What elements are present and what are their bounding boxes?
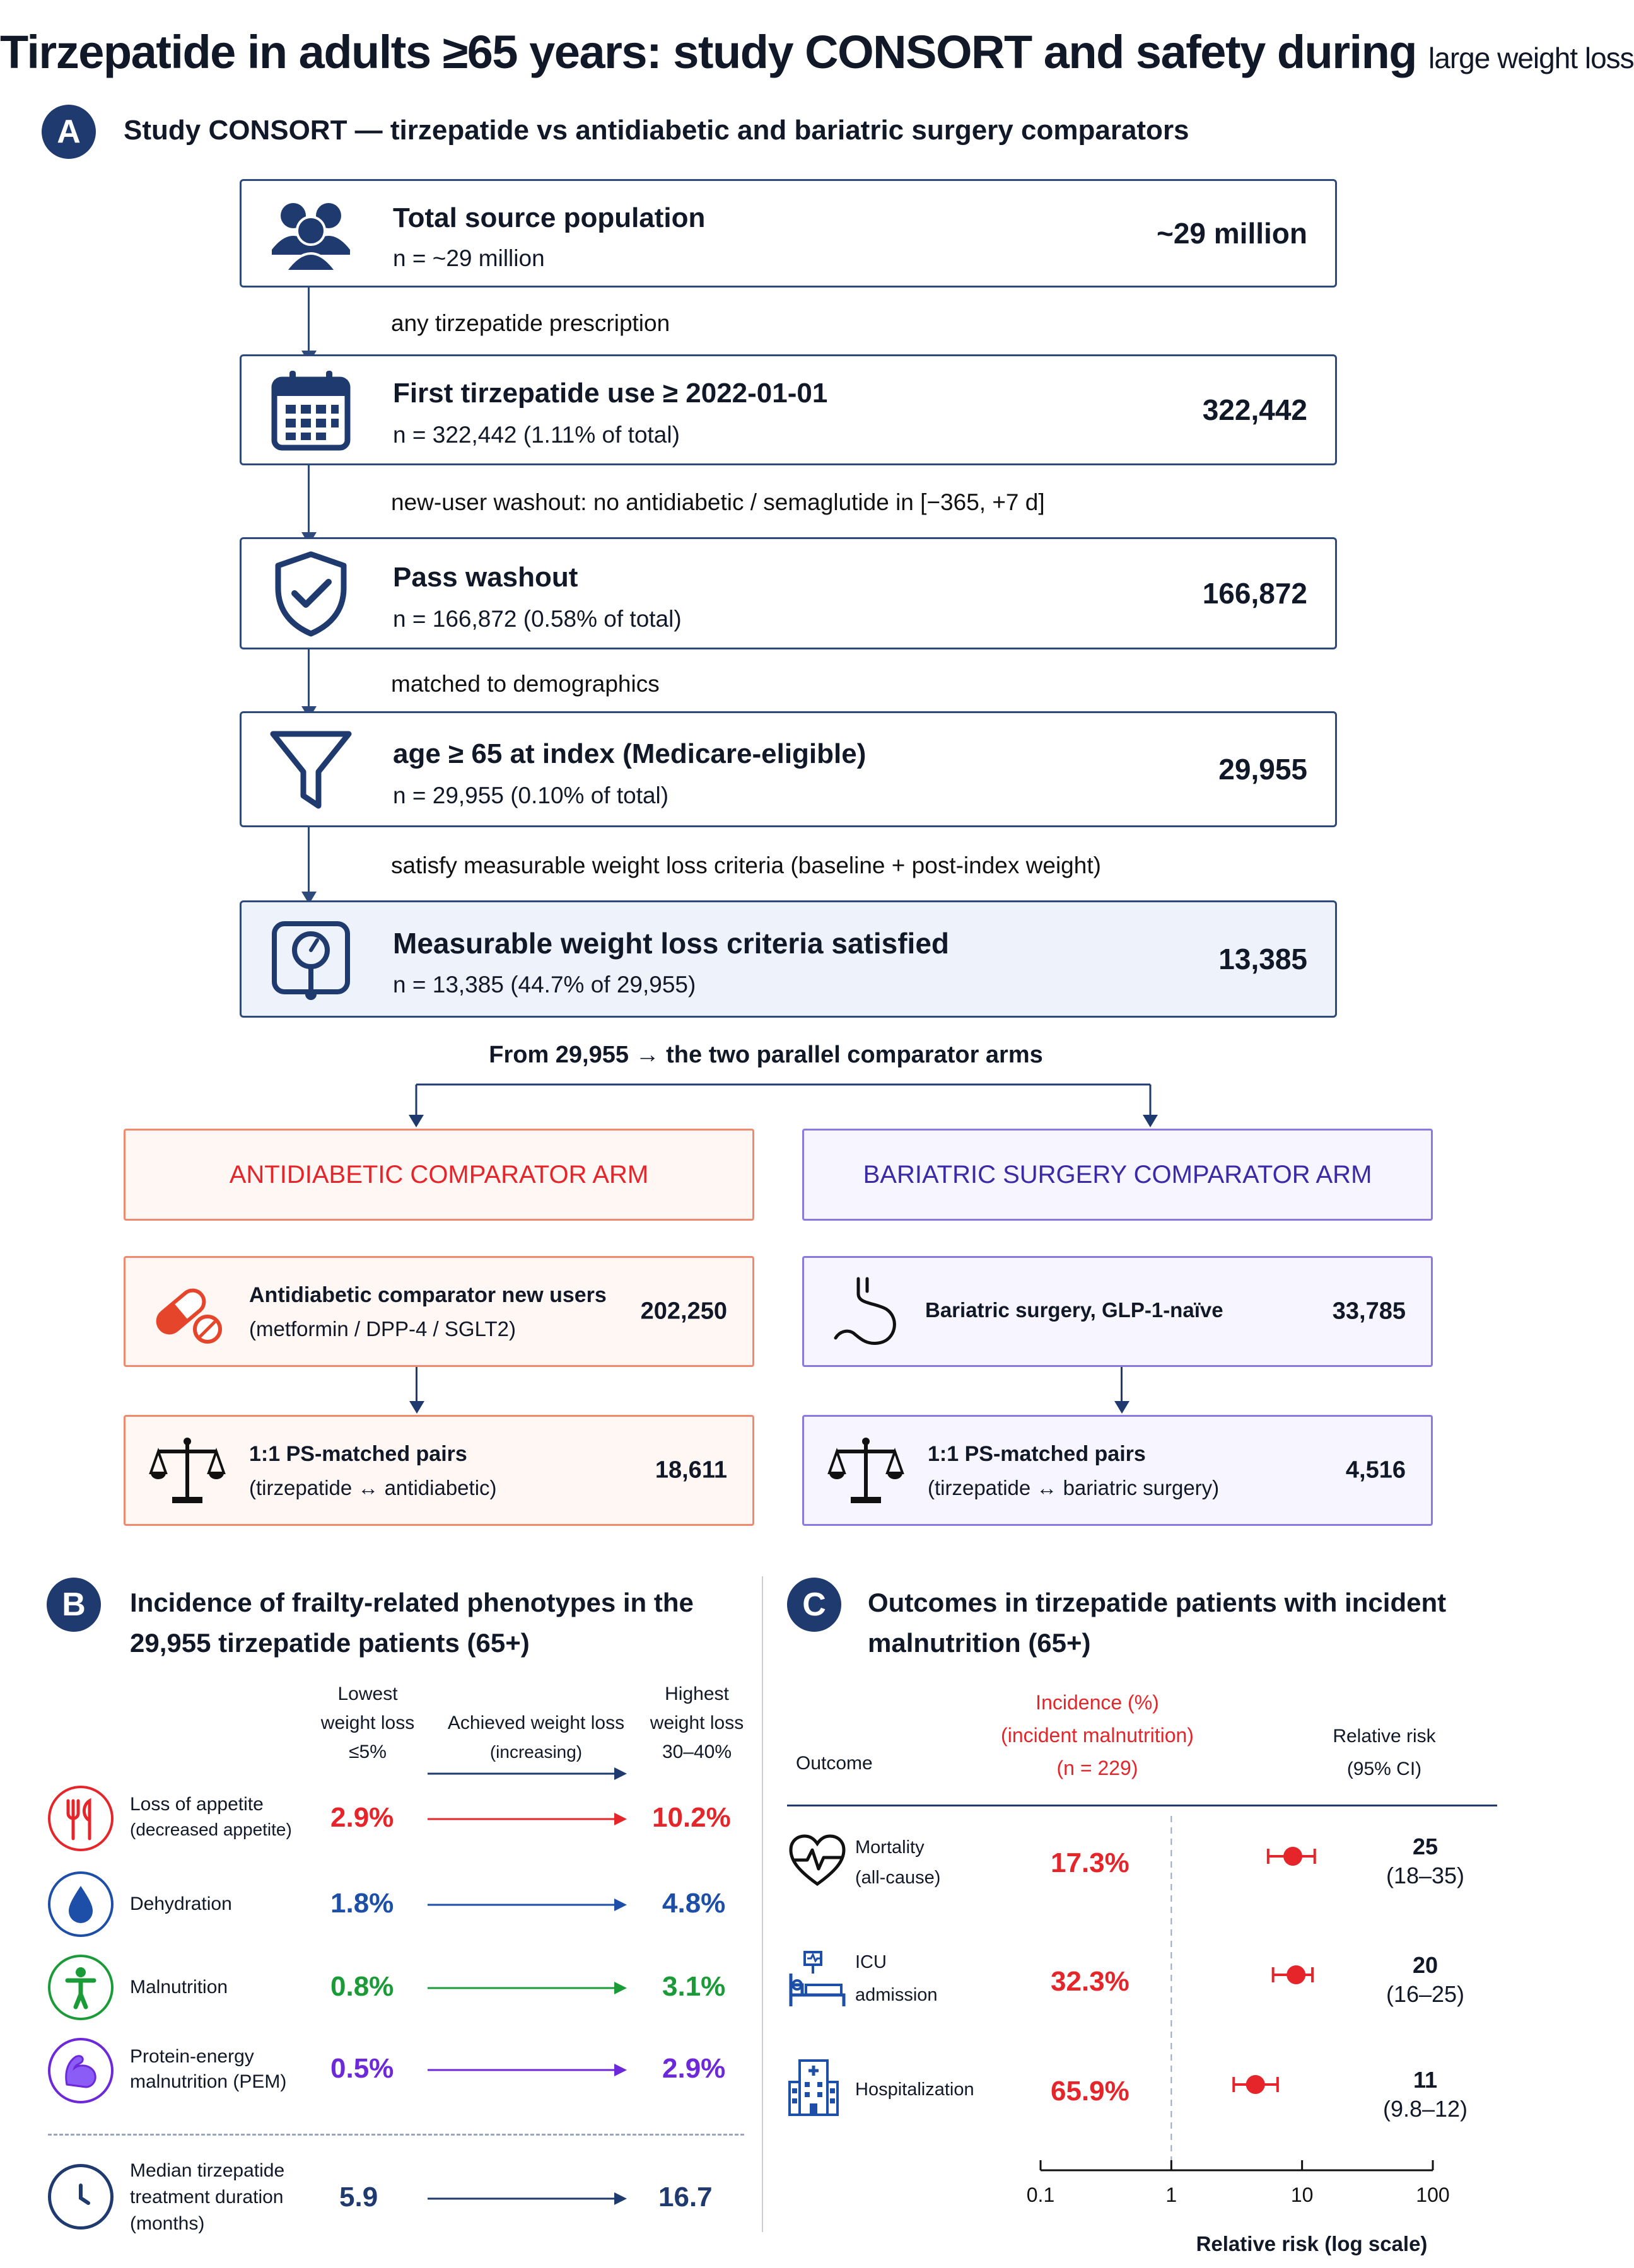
low-value: 0.8% [330, 1971, 394, 2002]
outcome-label-hospitalization: Hospitalization [855, 2079, 974, 2100]
col-header-text: (n = 229) [1056, 1757, 1138, 1779]
col-header-outcome: Outcome [796, 1753, 873, 1774]
droplet-icon [48, 1871, 114, 1937]
connector-line [308, 827, 310, 894]
calendar-icon [267, 366, 355, 454]
outcome-label-mortality [855, 1832, 940, 1893]
section-c-title [868, 1583, 1446, 1663]
incidence-value: 17.3% [1051, 1847, 1129, 1878]
col-header-text: Lowest [337, 1684, 398, 1704]
low-value: 0.5% [330, 2053, 394, 2084]
arrow-down-icon [409, 1401, 424, 1414]
col-header-text: (incident malnutrition) [1001, 1724, 1194, 1747]
row-label-duration [130, 2158, 284, 2237]
flow-step-washout [240, 537, 1337, 649]
person-icon [48, 1955, 114, 2020]
rr-ci: (18–35) [1386, 1863, 1465, 1888]
dashed-divider [48, 2134, 744, 2136]
step-heading: First tirzepatide use ≥ 2022-01-01 [393, 378, 828, 409]
muscle-icon [48, 2038, 114, 2103]
shield-check-icon [267, 549, 355, 637]
outcome-label-line2: admission [855, 1985, 938, 2005]
icu-bed-icon [787, 1948, 848, 2009]
rr-ci: (9.8–12) [1382, 2096, 1468, 2122]
section-c-badge: C [787, 1578, 841, 1632]
arrow-down-icon [1114, 1401, 1129, 1414]
row-label-line2: treatment duration [130, 2187, 284, 2207]
funnel-icon [267, 725, 355, 813]
col-header-achieved [435, 1709, 637, 1767]
point-estimate [1287, 1965, 1305, 1984]
section-c-title-line2: malnutrition (65+) [868, 1628, 1091, 1658]
col-header-text: Incidence (%) [1036, 1691, 1159, 1714]
split-connector [0, 1072, 1532, 1129]
clock-icon [48, 2164, 114, 2230]
section-a-title: Study CONSORT — tirzepatide vs antidiabetic and bariatric surgery comparators [124, 115, 1189, 146]
outcome-label-line1: ICU [855, 1952, 887, 1972]
rr-value: 20 [1412, 1952, 1439, 1978]
row-label-line2: malnutrition (PEM) [130, 2071, 287, 2092]
connector-line [416, 1367, 417, 1406]
title-small: large weight loss [1428, 42, 1634, 74]
arm-box-count: 33,785 [1332, 1298, 1406, 1325]
forest-plot [1009, 1816, 1488, 2219]
arm-box-antidiabetic-pairs [124, 1415, 754, 1526]
pill-icon [149, 1274, 225, 1349]
rr-value: 25 [1412, 1834, 1439, 1859]
arm-box-line1: Bariatric surgery, GLP-1-naïve [925, 1298, 1223, 1322]
high-value: 2.9% [662, 2053, 726, 2084]
x-tick-label: 10 [1290, 2184, 1314, 2206]
high-value: 10.2% [652, 1802, 731, 1833]
x-tick-label: 100 [1416, 2184, 1450, 2206]
connector-line [308, 465, 310, 535]
forest-x-axis-label: Relative risk (log scale) [1196, 2232, 1428, 2255]
arm-box-count: 4,516 [1345, 1457, 1406, 1484]
heart-pulse-icon [787, 1832, 848, 1889]
step-count: 29,955 [1218, 753, 1307, 786]
title-main: Tirzepatide in adults ≥65 years: study CONSORT and safety during [0, 26, 1416, 78]
balance-scale-icon [828, 1433, 904, 1508]
arm-box-bariatric-pairs [802, 1415, 1433, 1526]
connector-line [308, 288, 310, 353]
step-heading: Total source population [393, 202, 706, 233]
arm-box-count: 202,250 [640, 1298, 727, 1325]
point-estimate [1283, 1847, 1302, 1866]
trend-arrow [428, 1979, 629, 1998]
step-sub: n = ~29 million [393, 245, 545, 271]
step-sub: n = 166,872 (0.58% of total) [393, 606, 682, 632]
connector-label: satisfy measurable weight loss criteria (baseline + post-index weight) [391, 852, 1101, 878]
row-label-line1: Loss of appetite [130, 1794, 264, 1815]
high-value: 3.1% [662, 1971, 726, 2002]
outcome-label-icu [855, 1946, 938, 2011]
arm-header-bariatric: BARIATRIC SURGERY COMPARATOR ARM [802, 1129, 1433, 1221]
rr-value: 11 [1413, 2067, 1438, 2093]
rr-ci: (16–25) [1386, 1981, 1465, 2007]
col-header-text: Achieved weight loss [447, 1713, 625, 1733]
col-header-text: (95% CI) [1346, 1759, 1422, 1779]
arm-box-bariatric-surgery [802, 1256, 1433, 1367]
step-count: 322,442 [1202, 393, 1307, 426]
col-header-lowest [301, 1680, 434, 1767]
utensils-icon [48, 1786, 114, 1851]
step-count: 13,385 [1218, 943, 1307, 975]
high-value: 16.7 [658, 2182, 713, 2213]
col-header-text: weight loss [650, 1713, 744, 1733]
section-a-badge: A [42, 105, 96, 159]
step-sub: n = 13,385 (44.7% of 29,955) [393, 972, 696, 997]
col-header-highest [631, 1680, 763, 1767]
outcome-label-line2: (all-cause) [855, 1868, 941, 1888]
arm-box-count: 18,611 [655, 1457, 727, 1484]
row-label-line3: (months) [130, 2213, 205, 2234]
arm-header-antidiabetic: ANTIDIABETIC COMPARATOR ARM [124, 1129, 754, 1221]
section-b-title-line2: 29,955 tirzepatide patients (65+) [130, 1628, 530, 1658]
row-label-pem [130, 2044, 286, 2095]
arm-box-line2: (tirzepatide ↔ antidiabetic) [249, 1476, 497, 1499]
incidence-value: 32.3% [1051, 1966, 1129, 1997]
row-label-appetite [130, 1792, 292, 1842]
people-icon [267, 189, 355, 277]
header-arrow [428, 1764, 629, 1783]
row-label-line1: Protein-energy [130, 2046, 254, 2067]
row-label-line2: (decreased appetite) [130, 1820, 292, 1839]
section-c-title-line1: Outcomes in tirzepatide patients with incident [868, 1588, 1447, 1617]
arm-box-line2: (metformin / DPP-4 / SGLT2) [249, 1317, 516, 1340]
balance-scale-icon [149, 1433, 225, 1508]
point-estimate [1246, 2075, 1265, 2094]
flow-step-source-population [240, 179, 1337, 288]
incidence-value: 65.9% [1051, 2076, 1129, 2107]
hospital-icon [787, 2057, 840, 2117]
section-b-badge: B [47, 1578, 101, 1632]
arm-box-line1: 1:1 PS-matched pairs [928, 1442, 1146, 1466]
step-count: ~29 million [1156, 217, 1307, 250]
col-header-text: Highest [665, 1684, 729, 1704]
connector-line [308, 649, 310, 709]
flow-step-age [240, 711, 1337, 827]
step-count: 166,872 [1202, 577, 1307, 610]
row-label-dehydration: Dehydration [130, 1893, 232, 1914]
header-rule [787, 1805, 1497, 1806]
x-tick-label: 1 [1165, 2184, 1177, 2206]
col-header-text: (increasing) [489, 1742, 583, 1762]
scale-icon [267, 915, 355, 1003]
flow-step-first-use [240, 354, 1337, 465]
section-b-title [130, 1583, 694, 1663]
step-heading: age ≥ 65 at index (Medicare-eligible) [393, 738, 867, 769]
trend-arrow [428, 1895, 629, 1914]
col-header-text: ≤5% [349, 1742, 387, 1762]
trend-arrow [428, 2189, 629, 2208]
low-value: 5.9 [339, 2182, 378, 2213]
arm-box-antidiabetic-users [124, 1256, 754, 1367]
trend-arrow [428, 2061, 629, 2079]
col-header-text: Relative risk [1333, 1726, 1436, 1747]
arm-box-line2: (tirzepatide ↔ bariatric surgery) [928, 1476, 1220, 1499]
low-value: 2.9% [330, 1802, 394, 1833]
low-value: 1.8% [330, 1888, 394, 1919]
connector-label: matched to demographics [391, 671, 660, 697]
col-header-incidence [959, 1686, 1236, 1784]
high-value: 4.8% [662, 1888, 726, 1919]
col-header-text: weight loss [320, 1713, 415, 1733]
connector-label: any tirzepatide prescription [391, 310, 670, 336]
section-b-title-line1: Incidence of frailty-related phenotypes in the [130, 1588, 694, 1617]
outcome-label-line1: Mortality [855, 1837, 925, 1858]
flow-step-measurable [240, 900, 1337, 1018]
step-heading: Pass washout [393, 562, 578, 593]
step-sub: n = 322,442 (1.11% of total) [393, 422, 680, 448]
step-heading: Measurable weight loss criteria satisfied [393, 927, 949, 960]
arm-box-line1: 1:1 PS-matched pairs [249, 1442, 467, 1466]
trend-arrow [428, 1810, 629, 1829]
row-label-line1: Median tirzepatide [130, 2160, 285, 2181]
page-title [0, 25, 1634, 79]
step-sub: n = 29,955 (0.10% of total) [393, 782, 669, 808]
col-header-relative-risk [1312, 1720, 1457, 1786]
split-label: From 29,955 → the two parallel comparator arms [489, 1042, 1043, 1068]
connector-line [1121, 1367, 1123, 1406]
arm-box-line1: Antidiabetic comparator new users [249, 1283, 607, 1307]
col-header-text: 30–40% [662, 1742, 732, 1762]
row-label-malnutrition: Malnutrition [130, 1977, 228, 1998]
connector-label: new-user washout: no antidiabetic / semaglutide in [−365, +7 d] [391, 489, 1045, 515]
x-tick-label: 0.1 [1026, 2184, 1055, 2206]
section-divider [762, 1576, 763, 2232]
stomach-icon [828, 1274, 904, 1349]
